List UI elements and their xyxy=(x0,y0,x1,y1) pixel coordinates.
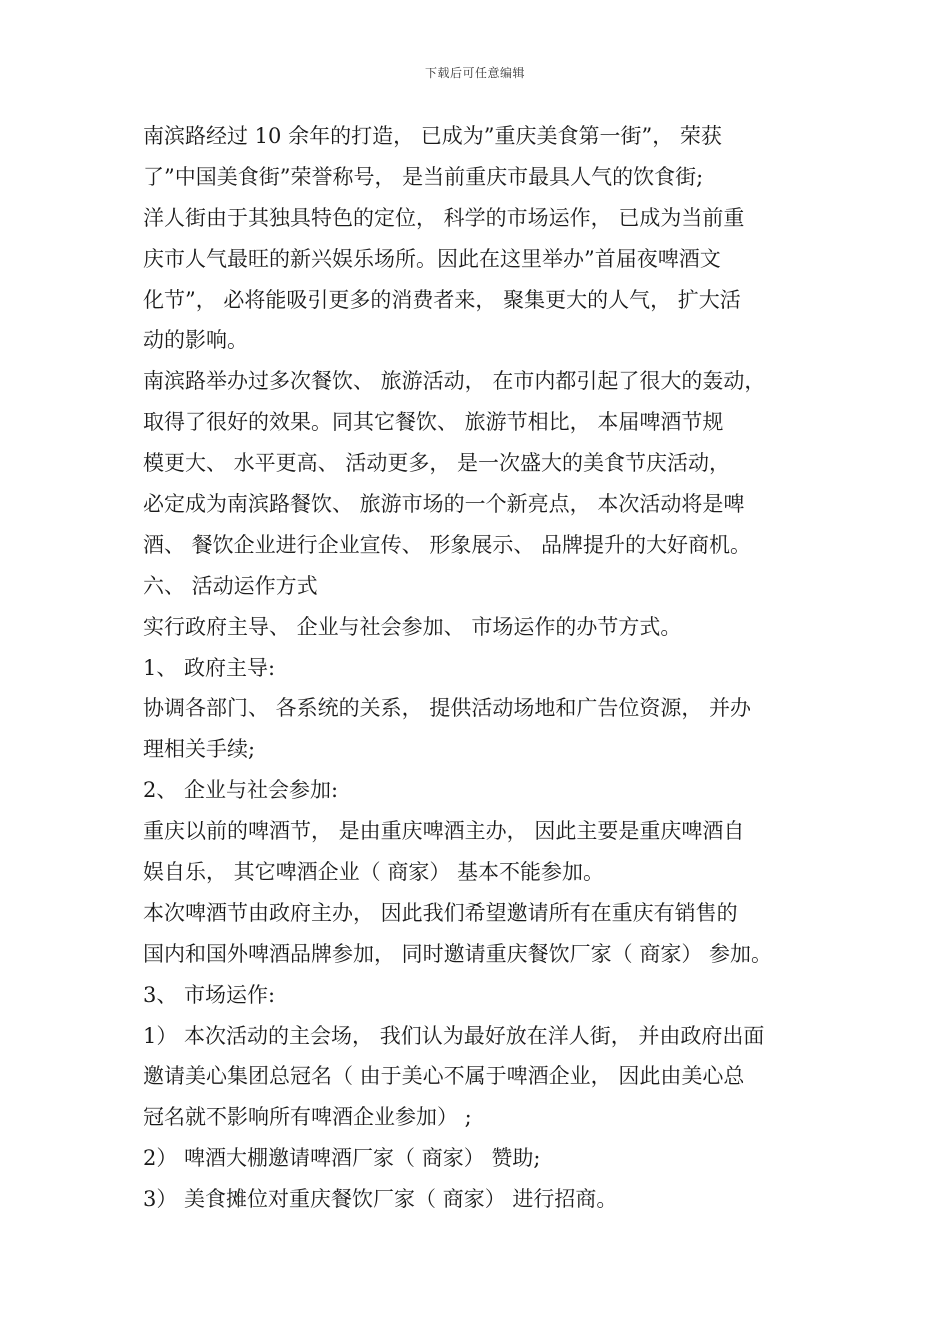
list-item: 3） 美食摊位对重庆餐饮厂家（ 商家） 进行招商。 xyxy=(143,1187,618,1212)
text-line: 邀请美心集团总冠名（ 由于美心不属于啤酒企业， 因此由美心总 xyxy=(143,1064,745,1089)
text-line: 了”中国美食街”荣誉称号， 是当前重庆市最具人气的饮食街; xyxy=(143,164,704,189)
text-line: 庆市人气最旺的新兴娱乐场所。因此在这里举办”首届夜啤酒文 xyxy=(143,246,721,271)
numbered-heading: 3、 市场运作: xyxy=(143,982,276,1007)
text-line: 洋人街由于其独具特色的定位， 科学的市场运作， 已成为当前重 xyxy=(143,205,745,230)
list-item: 1） 本次活动的主会场， 我们认为最好放在洋人街， 并由政府出面 xyxy=(143,1023,765,1048)
text-line: 本次啤酒节由政府主办， 因此我们希望邀请所有在重庆有销售的 xyxy=(143,900,738,925)
text-line: 南滨路举办过多次餐饮、 旅游活动， 在市内都引起了很大的轰动， xyxy=(143,369,766,394)
page-header-note: 下载后可任意编辑 xyxy=(424,66,525,80)
text-line: 协调各部门、 各系统的关系， 提供活动场地和广告位资源， 并办 xyxy=(143,696,752,721)
document-body xyxy=(143,116,833,1220)
text-line: 南滨路经过 10 余年的打造， 已成为”重庆美食第一街”， 荣获 xyxy=(143,124,722,148)
text-line: 酒、 餐饮企业进行企业宣传、 形象展示、 品牌提升的大好商机。 xyxy=(143,532,752,557)
text-line: 娱自乐， 其它啤酒企业（ 商家） 基本不能参加。 xyxy=(143,860,605,885)
text-line: 化节”， 必将能吸引更多的消费者来， 聚集更大的人气， 扩大活 xyxy=(143,287,741,312)
text-line: 动的影响。 xyxy=(143,328,248,353)
text-line: 必定成为南滨路餐饮、 旅游市场的一个新亮点， 本次活动将是啤 xyxy=(143,492,745,517)
text-line: 模更大、 水平更高、 活动更多， 是一次盛大的美食节庆活动， xyxy=(143,451,731,476)
text-line: 重庆以前的啤酒节， 是由重庆啤酒主办， 因此主要是重庆啤酒自 xyxy=(143,819,745,844)
numbered-heading: 1、 政府主导: xyxy=(143,655,276,680)
list-item: 2） 啤酒大棚邀请啤酒厂家（ 商家） 赞助; xyxy=(143,1146,541,1171)
text-line: 理相关手续; xyxy=(143,737,256,762)
numbered-heading: 2、 企业与社会参加: xyxy=(143,778,339,803)
text-line: 实行政府主导、 企业与社会参加、 市场运作的办节方式。 xyxy=(143,614,682,639)
section-heading: 六、 活动运作方式 xyxy=(143,573,318,598)
text-line: 取得了很好的效果。同其它餐饮、 旅游节相比， 本届啤酒节规 xyxy=(143,410,724,435)
text-line: 国内和国外啤酒品牌参加， 同时邀请重庆餐饮厂家（ 商家） 参加。 xyxy=(143,941,773,966)
text-line: 冠名就不影响所有啤酒企业参加） ; xyxy=(143,1105,472,1130)
